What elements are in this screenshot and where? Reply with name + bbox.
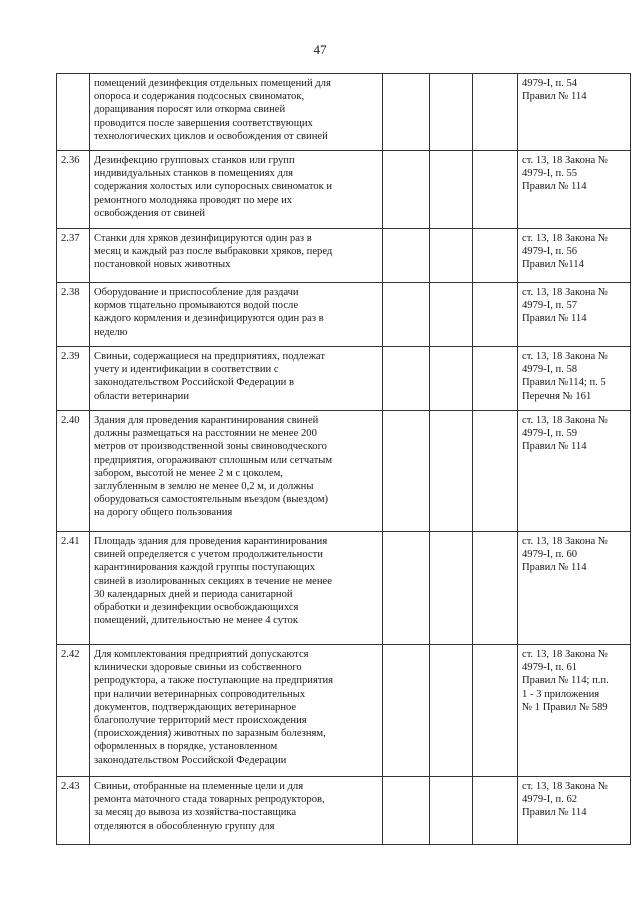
legal-reference <box>518 532 631 645</box>
requirement-line: законодательством Российской Федерации в <box>94 377 294 389</box>
reference-line: ст. 13, 18 Закона № <box>522 649 609 660</box>
requirement-line: месяц и каждый раз после выбраковки хряков, перед <box>94 246 333 258</box>
page-number: 47 <box>313 42 327 57</box>
requirement-line: Площадь здания для проведения карантинирования <box>94 536 328 547</box>
reference-line: Правил № 114; п.п. <box>522 675 609 687</box>
blank-cell <box>430 347 473 411</box>
requirement-line: Оборудование и приспособление для раздачи <box>94 287 299 298</box>
requirement-line: заглубленным в землю не менее 0,2 м, и должны <box>94 481 314 493</box>
legal-reference <box>518 411 631 532</box>
reference-line: № 1 Правил № 589 <box>522 701 608 713</box>
legal-reference <box>518 645 631 777</box>
blank-cell <box>383 151 430 229</box>
item-number: 2.38 <box>57 283 90 347</box>
requirement-line: ремонта маточного стада товарных репродукторов, <box>94 794 325 806</box>
table-row <box>57 151 631 229</box>
requirement-line: обработки и дезинфекции освобождающихся <box>94 602 299 614</box>
requirement-text <box>90 74 383 151</box>
requirement-text <box>90 283 383 347</box>
reference-line: ст. 13, 18 Закона № <box>522 155 609 166</box>
blank-cell <box>473 283 518 347</box>
blank-cell <box>473 74 518 151</box>
requirement-line: Станки для хряков дезинфицируются один раз в <box>94 233 312 244</box>
reference-line: Правил № 114 <box>522 313 587 325</box>
reference-line: Правил № 114 <box>522 807 587 819</box>
requirement-line: репродуктора, а также поступающие на предприятия <box>94 675 334 687</box>
table-row <box>57 411 631 532</box>
item-number: 2.40 <box>57 411 90 532</box>
item-number: 2.42 <box>57 645 90 777</box>
requirement-line: индивидуальных станков в помещениях для <box>94 168 294 180</box>
table-row <box>57 532 631 645</box>
reference-line: ст. 13, 18 Закона № <box>522 536 609 547</box>
requirement-line: предприятия, огораживают сплошным или сетчатым <box>94 454 333 466</box>
blank-cell <box>473 532 518 645</box>
reference-line: ст. 13, 18 Закона № <box>522 287 609 298</box>
reference-line: ст. 13, 18 Закона № <box>522 233 609 244</box>
requirement-line: опороса и содержания подсосных свиноматок, <box>94 91 305 103</box>
item-number: 2.36 <box>57 151 90 229</box>
requirement-line: Здания для проведения карантинирования свиней <box>94 415 319 426</box>
requirement-text <box>90 777 383 845</box>
regulation-table-body <box>57 74 631 845</box>
legal-reference <box>518 347 631 411</box>
requirement-line: доращивания поросят или откорма свиней <box>94 104 286 116</box>
requirement-line: благополучие территорий мест происхождения <box>94 715 307 727</box>
reference-line: ст. 13, 18 Закона № <box>522 781 609 792</box>
requirement-line: Для комплектования предприятий допускаются <box>94 649 309 660</box>
reference-line: Правил № 114 <box>522 441 587 453</box>
table-row <box>57 283 631 347</box>
requirement-text <box>90 229 383 283</box>
requirement-line: свиней определяется с учетом продолжительности <box>94 549 323 561</box>
blank-cell <box>383 532 430 645</box>
requirement-line: (происхождения) животных по заразным болезням, <box>94 728 326 740</box>
blank-cell <box>473 151 518 229</box>
requirement-line: при наличии ветеринарных сопроводительных <box>94 688 306 700</box>
reference-line: Правил №114; п. 5 <box>522 377 606 389</box>
requirement-text <box>90 347 383 411</box>
requirement-line: забором, высотой не менее 2 м с цоколем, <box>94 467 283 479</box>
blank-cell <box>430 151 473 229</box>
reference-line: 4979-I, п. 57 <box>522 300 578 312</box>
reference-line: 4979-I, п. 58 <box>522 364 578 376</box>
requirement-line: помещений, длительностью не менее 4 суток <box>94 615 298 627</box>
reference-line: Правил № 114 <box>522 91 587 103</box>
requirement-line: Свиньи, отобранные на племенные цели и для <box>94 781 304 792</box>
table-row <box>57 645 631 777</box>
legal-reference <box>518 283 631 347</box>
requirement-text <box>90 645 383 777</box>
requirement-line: за месяц до вывоза из хозяйства-поставщика <box>94 807 297 819</box>
requirement-line: карантинирования каждой группы поступающих <box>94 562 316 574</box>
blank-cell <box>383 283 430 347</box>
requirement-line: технологических циклов и освобождения от свиней <box>94 130 328 142</box>
reference-line: ст. 13, 18 Закона № <box>522 415 609 426</box>
item-number: 2.37 <box>57 229 90 283</box>
requirement-line: каждого кормления и дезинфицируются один раз в <box>94 313 324 325</box>
requirement-line: постановкой новых животных <box>94 259 231 271</box>
item-number <box>57 74 90 151</box>
legal-reference <box>518 229 631 283</box>
reference-line: ст. 13, 18 Закона № <box>522 351 609 362</box>
requirement-line: Свиньи, содержащиеся на предприятиях, подлежат <box>94 351 325 362</box>
table-row <box>57 777 631 845</box>
reference-line: 1 - 3 приложения <box>522 688 600 700</box>
requirement-line: кормов тщательно промываются водой после <box>94 300 299 312</box>
table-row <box>57 229 631 283</box>
blank-cell <box>383 347 430 411</box>
requirement-text <box>90 411 383 532</box>
blank-cell <box>383 645 430 777</box>
requirement-line: проводится после завершения соответствующих <box>94 117 313 129</box>
item-number: 2.39 <box>57 347 90 411</box>
requirement-line: содержания холостых или супоросных свиноматок и <box>94 181 333 193</box>
requirement-line: освобождения от свиней <box>94 207 206 219</box>
blank-cell <box>473 347 518 411</box>
requirement-line: на дорогу общего пользования <box>94 507 233 519</box>
blank-cell <box>383 411 430 532</box>
requirement-line: 30 календарных дней и периода санитарной <box>94 588 293 600</box>
blank-cell <box>473 229 518 283</box>
requirement-line: оборудоваться самостоятельным въездом (выездом) <box>94 494 329 506</box>
requirement-line: Дезинфекцию групповых станков или групп <box>94 155 295 166</box>
requirement-line: оформленных в порядке, установленном <box>94 741 278 753</box>
legal-reference <box>518 74 631 151</box>
legal-reference <box>518 151 631 229</box>
regulation-table <box>56 73 631 845</box>
blank-cell <box>430 74 473 151</box>
item-number: 2.41 <box>57 532 90 645</box>
reference-line: 4979-I, п. 61 <box>522 662 578 674</box>
blank-cell <box>430 283 473 347</box>
blank-cell <box>473 645 518 777</box>
requirement-line: помещений дезинфекция отдельных помещений для <box>94 78 331 89</box>
blank-cell <box>430 777 473 845</box>
table-row <box>57 347 631 411</box>
reference-line: 4979-I, п. 55 <box>522 168 578 180</box>
requirement-line: должны размещаться на расстоянии не менее 200 <box>94 428 317 440</box>
item-number: 2.43 <box>57 777 90 845</box>
reference-line: 4979-I, п. 62 <box>522 794 578 806</box>
blank-cell <box>430 645 473 777</box>
reference-line: 4979-I, п. 56 <box>522 246 578 258</box>
reference-line: Правил №114 <box>522 259 584 271</box>
requirement-line: неделю <box>94 326 128 338</box>
reference-line: 4979-I, п. 54 <box>522 78 578 89</box>
legal-reference <box>518 777 631 845</box>
requirement-line: учету и идентификации в соответствии с <box>94 364 279 376</box>
blank-cell <box>383 74 430 151</box>
requirement-line: метров от производственной зоны свиноводческого <box>94 441 327 453</box>
reference-line: Правил № 114 <box>522 181 587 193</box>
blank-cell <box>430 411 473 532</box>
reference-line: 4979-I, п. 59 <box>522 428 578 440</box>
reference-line: Перечня № 161 <box>522 390 592 402</box>
requirement-line: области ветеринарии <box>94 390 190 402</box>
reference-line: 4979-I, п. 60 <box>522 549 578 561</box>
reference-line: Правил № 114 <box>522 562 587 574</box>
blank-cell <box>430 532 473 645</box>
requirement-line: свиней в изолированных секциях в течение не менее <box>94 575 332 587</box>
requirement-text <box>90 151 383 229</box>
requirement-text <box>90 532 383 645</box>
requirement-line: отделяются в обособленную группу для <box>94 820 275 832</box>
blank-cell <box>473 411 518 532</box>
blank-cell <box>430 229 473 283</box>
requirement-line: клинически здоровые свиньи из собственного <box>94 662 302 674</box>
blank-cell <box>473 777 518 845</box>
requirement-line: законодательством Российской Федерации <box>94 754 287 766</box>
blank-cell <box>383 777 430 845</box>
table-row <box>57 74 631 151</box>
requirement-line: документов, подтверждающих ветеринарное <box>94 701 297 713</box>
requirement-line: ремонтного молодняка проводят по мере их <box>94 194 293 206</box>
blank-cell <box>383 229 430 283</box>
